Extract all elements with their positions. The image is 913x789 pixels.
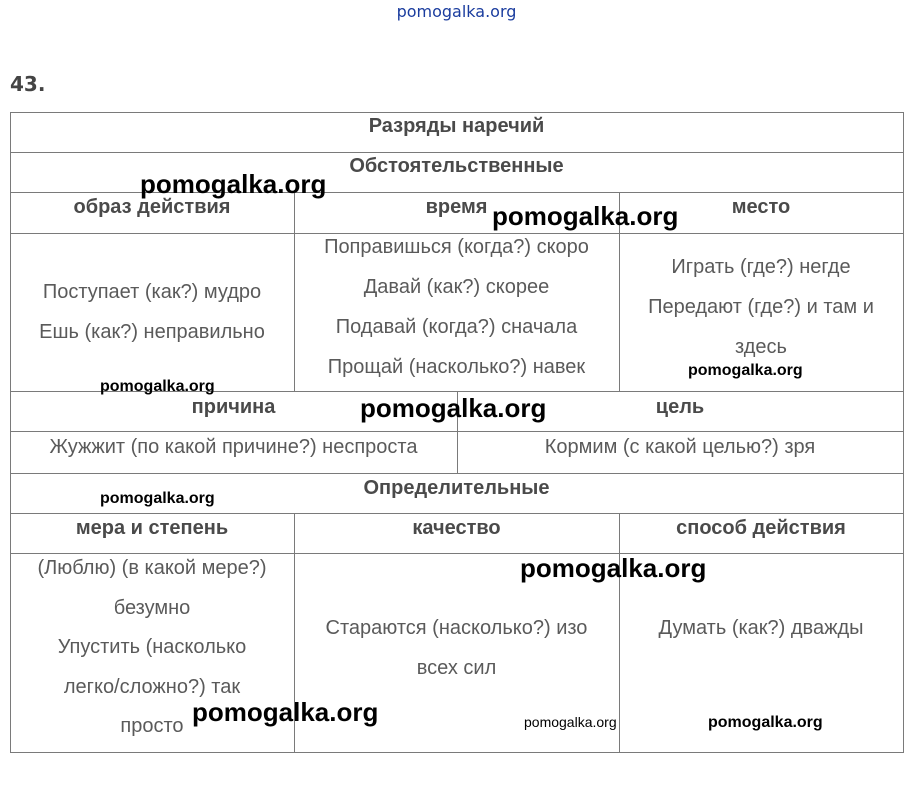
col-time-header: время xyxy=(425,195,488,218)
example-line: Ешь (как?) неправильно xyxy=(39,321,265,343)
watermark: pomogalka.org xyxy=(360,393,547,423)
example-line: безумно xyxy=(113,596,191,619)
col-way-header: способ действия xyxy=(676,516,846,539)
example-line: Играть (где?) негде xyxy=(671,256,851,278)
watermark: pomogalka.org xyxy=(100,490,215,507)
watermark: pomogalka.org xyxy=(140,169,327,199)
col-time-examples xyxy=(294,228,619,386)
watermark: pomogalka.org xyxy=(688,362,803,379)
cause-example: Жужжит (по какой причине?) неспроста xyxy=(49,435,418,458)
purpose-example: Кормим (с какой целью?) зря xyxy=(544,435,816,458)
example-line: Прощай (насколько?) навек xyxy=(327,356,586,378)
exercise-number: 43. xyxy=(10,72,46,96)
col-manner-header: образ действия xyxy=(73,195,231,218)
example-line: всех сил xyxy=(416,657,497,679)
col-place-header: место xyxy=(731,195,791,218)
watermark: pomogalka.org xyxy=(192,697,379,727)
purpose-header: цель xyxy=(655,395,705,418)
example-line: Поправишься (когда?) скоро xyxy=(324,236,589,258)
watermark: pomogalka.org xyxy=(524,714,617,730)
watermark: pomogalka.org xyxy=(492,201,679,231)
example-line: здесь xyxy=(735,336,787,358)
watermark: pomogalka.org xyxy=(520,553,707,583)
example-line: (Люблю) (в какой мере?) xyxy=(37,557,267,580)
example-line: Стараются (насколько?) изо xyxy=(325,617,588,639)
example-line: Поступает (как?) мудро xyxy=(42,281,262,303)
col-quality-header: качество xyxy=(412,516,501,539)
example-line: Давай (как?) скорее xyxy=(363,276,550,298)
example-line: легко/сложно?) так xyxy=(63,675,241,698)
col-manner-examples xyxy=(10,233,294,391)
col-way-examples xyxy=(619,608,903,648)
section-circumstantial-title: Обстоятельственные xyxy=(349,154,564,177)
example-line: Упустить (насколько xyxy=(57,636,247,659)
example-line: Подавай (когда?) сначала xyxy=(335,316,578,338)
cause-header: причина xyxy=(191,395,276,418)
section-definitive-title: Определительные xyxy=(363,476,550,499)
site-watermark-top[interactable]: pomogalka.org xyxy=(396,2,517,21)
example-line: Думать (как?) дважды xyxy=(658,617,864,639)
example-line: просто xyxy=(120,715,184,738)
table-title: Разряды наречий xyxy=(368,114,545,137)
watermark: pomogalka.org xyxy=(100,378,215,395)
watermark: pomogalka.org xyxy=(708,714,823,731)
col-measure-header: мера и степень xyxy=(75,516,229,539)
example-line: Передают (где?) и там и xyxy=(648,296,874,318)
